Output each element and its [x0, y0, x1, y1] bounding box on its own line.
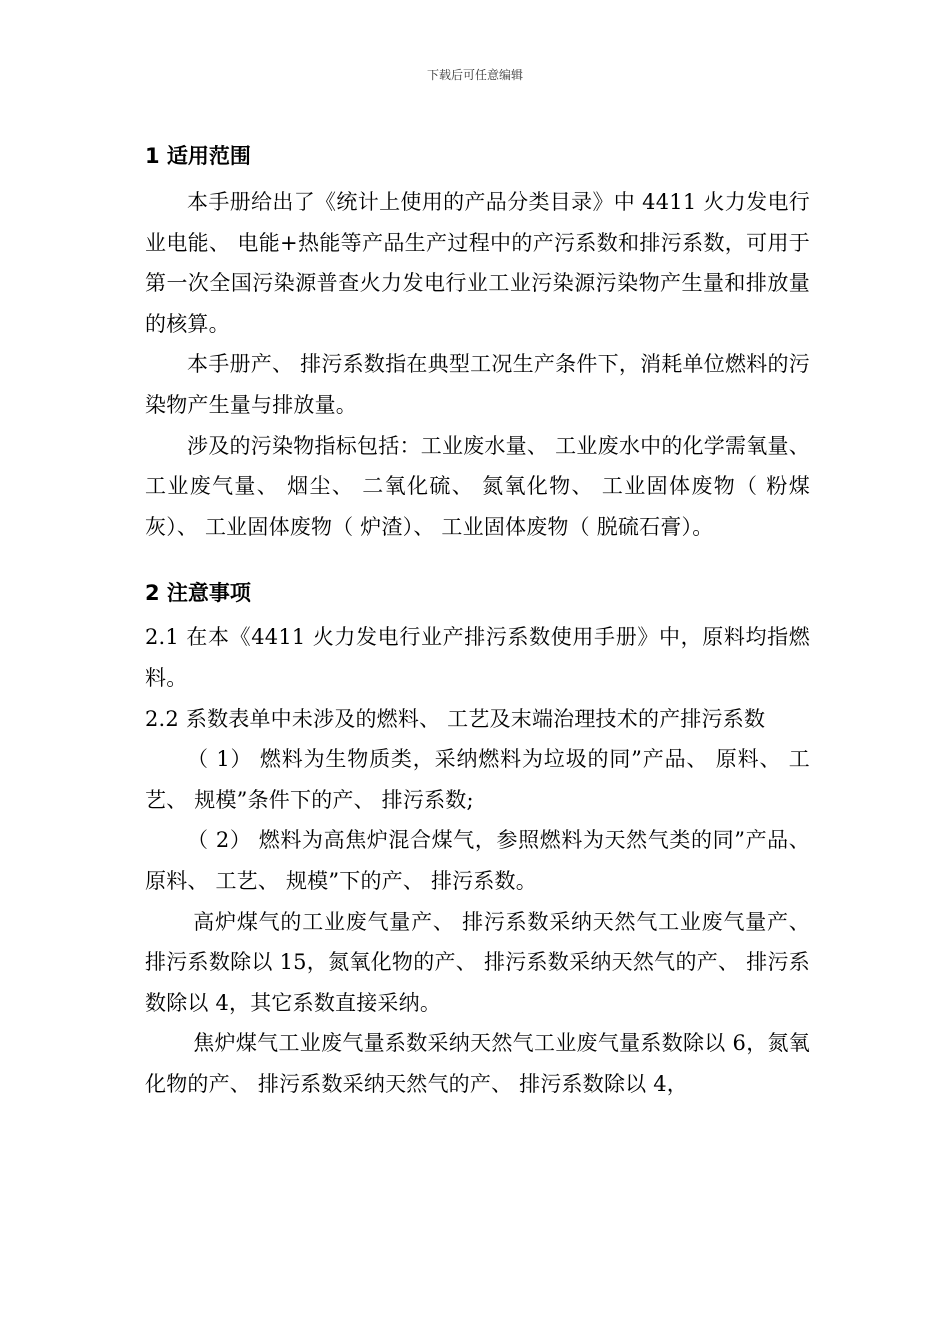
section-1-paragraph-scope: 本手册给出了《统计上使用的产品分类目录》中 4411 火力发电行业电能、 电能+热能等产品生产过程中的产污系数和排污系数，可用于第一次全国污染源普查火力发电行业工业污染源污染物产生量和排放量的核算。: [145, 190, 810, 336]
section-1-paragraph-pollutants: 涉及的污染物指标包括：工业废水量、 工业废水中的化学需氧量、 工业废气量、 烟尘、 二氧化硫、 氮氧化物、 工业固体废物（ 粉煤灰）、 工业固体废物（ 炉渣）、 工业固体废物（ 脱硫石膏）。: [145, 433, 810, 539]
section-2-paragraph-coke-oven-gas: 焦炉煤气工业废气量系数采纳天然气工业废气量系数除以 6，氮氧化物的产、 排污系数采纳天然气的产、 排污系数除以 4，: [145, 1031, 810, 1096]
section-2-paragraph-blast-furnace-gas: 高炉煤气的工业废气量产、 排污系数采纳天然气工业废气量产、 排污系数除以 15，氮氧化物的产、 排污系数采纳天然气的产、 排污系数除以 4，其它系数直接采纳。: [145, 909, 810, 1015]
section-2-subitem-2: （ 2） 燃料为高焦炉混合煤气，参照燃料为天然气类的同”产品、 原料、 工艺、 规模”下的产、 排污系数。: [145, 828, 810, 893]
section-1-paragraph-definition: 本手册产、 排污系数指在典型工况生产条件下，消耗单位燃料的污染物产生量与排放量。: [145, 352, 810, 417]
section-2-item-2-2: 2.2 系数表单中未涉及的燃料、 工艺及末端治理技术的产排污系数: [145, 706, 766, 731]
document-body: [145, 138, 810, 1104]
section-2-subitem-1: （ 1） 燃料为生物质类，采纳燃料为垃圾的同”产品、 原料、 工艺、 规模”条件下的产、 排污系数;: [145, 747, 810, 812]
section-2-heading: 2 注意事项: [145, 581, 251, 606]
page-header-note: 下载后可任意编辑: [426, 68, 523, 82]
section-2-item-2-1: 2.1 在本《4411 火力发电行业产排污系数使用手册》中，原料均指燃料。: [145, 625, 810, 690]
section-1-heading: 1 适用范围: [145, 144, 251, 168]
